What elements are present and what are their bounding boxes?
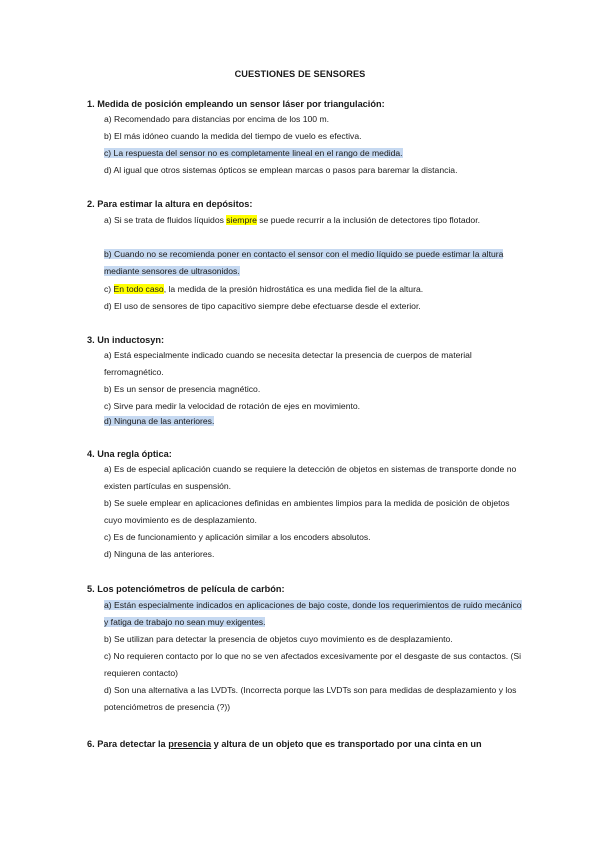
question-3-option-b: b) Es un sensor de presencia magnético. <box>104 384 261 394</box>
question-3-option-a: a) Está especialmente indicado cuando se necesita detectar la presencia de cuerpos de material ferromagnético. <box>104 350 472 377</box>
question-3-heading: 3. Un inductosyn: <box>87 335 165 345</box>
highlight-blue: c) La respuesta del sensor no es completamente lineal en el rango de medida. <box>104 148 403 158</box>
question-1-option-d: d) Al igual que otros sistemas ópticos se emplean marcas o pasos para baremar la distancia. <box>104 165 458 175</box>
question-5-option-b: b) Se utilizan para detectar la presencia de objetos cuyo movimiento es de desplazamiento. <box>104 634 453 644</box>
question-4-option-a: a) Es de especial aplicación cuando se requiere la detección de objetos en sistemas de transporte donde no existen partículas en suspensión. <box>104 464 517 491</box>
question-2-option-a: a) Si se trata de fluidos líquidos siempre se puede recurrir a la inclusión de detectores tipo flotador. <box>104 215 480 225</box>
question-5-option-d: d) Son una alternativa a las LVDTs. (Incorrecta porque las LVDTs son para medidas de desplazamiento y los potenciómetros de presencia (?)) <box>104 685 517 712</box>
highlight-yellow: En todo caso <box>113 284 164 294</box>
question-5-option-a <box>104 597 526 631</box>
question-2-option-d: d) El uso de sensores de tipo capacitivo siempre debe efectuarse desde el exterior. <box>104 301 421 311</box>
question-2-heading: 2. Para estimar la altura en depósitos: <box>87 199 253 209</box>
question-4-option-d: d) Ninguna de las anteriores. <box>104 549 215 559</box>
question-3-option-d <box>104 413 526 430</box>
highlight-blue: a) Están especialmente indicados en aplicaciones de bajo coste, donde los requerimientos de ruido mecánico y fatiga de trabajo no sean muy exigentes. <box>104 600 522 627</box>
question-6-heading: 6. Para detectar la presencia y altura de un objeto que es transportado por una cinta en un <box>87 739 482 749</box>
question-2-option-b <box>104 246 526 280</box>
highlight-yellow: siempre <box>226 215 257 225</box>
question-3-option-c: c) Sirve para medir la velocidad de rotación de ejes en movimiento. <box>104 401 361 411</box>
highlight-blue: d) Ninguna de las anteriores. <box>104 416 215 426</box>
question-1-heading: 1. Medida de posición empleando un sensor láser por triangulación: <box>87 99 385 109</box>
document-title: CUESTIONES DE SENSORES <box>234 69 366 79</box>
question-5-option-c: c) No requieren contacto por lo que no se ven afectados excesivamente por el desgaste de sus contactos. (Si requieren contacto) <box>104 651 522 678</box>
question-4-option-b: b) Se suele emplear en aplicaciones definidas en ambientes limpios para la medida de posición de objetos cuyo movimiento es de desplazamiento. <box>104 498 510 525</box>
question-5-heading: 5. Los potenciómetros de película de carbón: <box>87 584 285 594</box>
question-1-option-c <box>104 145 526 162</box>
question-1-option-a: a) Recomendado para distancias por encima de los 100 m. <box>104 114 329 124</box>
underlined-word: presencia <box>168 739 212 749</box>
question-1-option-b: b) El más idóneo cuando la medida del tiempo de vuelo es efectiva. <box>104 131 362 141</box>
question-2-option-c: c) En todo caso, la medida de la presión hidrostática es una medida fiel de la altura. <box>104 284 424 294</box>
highlight-blue: b) Cuando no se recomienda poner en contacto el sensor con el medio líquido se puede estimar la altura mediante sensores de ultrasonidos. <box>104 249 504 276</box>
question-4-heading: 4. Una regla óptica: <box>87 449 172 459</box>
question-4-option-c: c) Es de funcionamiento y aplicación similar a los encoders absolutos. <box>104 532 371 542</box>
